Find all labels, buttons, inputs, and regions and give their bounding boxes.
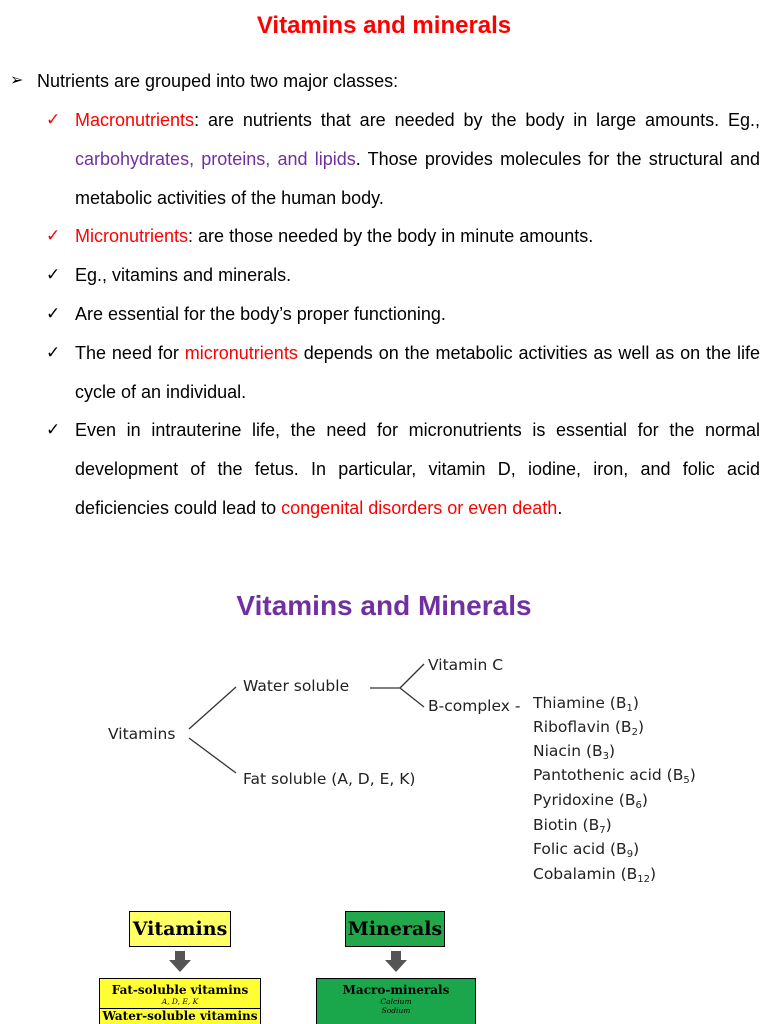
b-vitamin-riboflavin: Riboflavin $(B_2)$ <box>533 718 645 738</box>
macro-text-b: . Those provides molecules for the structural and metabolic activities of the human body. <box>75 148 760 208</box>
vitamins-box: Vitamins <box>129 911 231 947</box>
b-vitamin-cobalamin: Cobalamin $(B_{12})$ <box>533 865 657 885</box>
arrow-bullet-icon: ➢ <box>10 72 24 89</box>
eg-text: Eg., vitamins and minerals. <box>75 265 292 286</box>
need-text-b: depends on the metabolic activities as well as on the life cycle of an individual. <box>75 342 760 402</box>
macro-sub-sodium: Sodium <box>381 1006 411 1015</box>
tree-vitamin-c: Vitamin C <box>428 656 504 674</box>
fat-soluble-sub: A, D, E, K <box>161 997 199 1006</box>
connector-vitamins-fat <box>189 738 236 773</box>
connector-branch-vitc <box>400 664 424 688</box>
connector-vitamins-water <box>189 687 236 729</box>
need-text-a: The need for <box>75 342 185 363</box>
tree-fat-soluble: Fat soluble (A, D, E, K) <box>243 770 416 788</box>
b-vitamin-niacin: Niacin $(B_3)$ <box>533 742 616 762</box>
b-vitamin-folic-acid: Folic acid $(B_9)$ <box>533 840 640 860</box>
b-vitamin-pantothenic-acid: Pantothenic acid $(B_5)$ <box>533 766 696 786</box>
intrauterine-text-b: . <box>557 497 563 518</box>
intrauterine-text-a: Even in intrauterine life, the need for micronutrients is essential for the normal development of the fetus. In particular, vitamin D, iodine, iron, and folic acid deficiencies could lead to <box>75 420 760 518</box>
b-vitamin-pyridoxine: Pyridoxine $(B_6)$ <box>533 791 648 811</box>
check-icon: ✓ <box>46 265 61 286</box>
tree-water-soluble: Water soluble <box>243 677 350 695</box>
macro-examples: carbohydrates, proteins, and lipids <box>75 148 356 169</box>
water-soluble-label: Water-soluble vitamins <box>100 1008 260 1023</box>
b-vitamin-biotin: Biotin $(B_7)$ <box>533 816 612 836</box>
check-icon: ✓ <box>46 226 61 247</box>
down-arrow-icon <box>169 951 191 973</box>
connector-branch-bcomplex <box>400 688 424 707</box>
micro-text: : are those needed by the body in minute amounts. <box>188 226 594 247</box>
macro-minerals-box <box>316 978 476 1024</box>
fat-soluble-vitamins-box <box>99 978 261 1024</box>
term-congenital: congenital disorders or even death <box>281 497 558 518</box>
term-macronutrients: Macronutrients <box>75 110 195 130</box>
check-icon: ✓ <box>46 420 61 441</box>
intro-text: Nutrients are grouped into two major classes: <box>37 71 399 91</box>
b-vitamin-thiamine: Thiamine $(B_1)$ <box>533 694 639 714</box>
macro-minerals-label: Macro-minerals <box>342 983 450 997</box>
check-icon: ✓ <box>46 303 61 324</box>
minerals-box: Minerals <box>345 911 445 947</box>
tree-root-vitamins: Vitamins <box>108 725 176 743</box>
down-arrow-icon <box>385 951 407 973</box>
term-micronutrients-need: micronutrients <box>184 342 298 363</box>
fat-soluble-label: Fat-soluble vitamins <box>111 983 249 997</box>
tree-b-complex: B-complex - <box>428 697 521 715</box>
check-icon: ✓ <box>46 110 61 130</box>
essential-text: Are essential for the body’s proper functioning. <box>75 303 446 324</box>
macro-text-a: : are nutrients that are needed by the body in large amounts. Eg., <box>194 110 760 130</box>
macro-sub-calcium: Calcium <box>380 997 412 1006</box>
page-title: Vitamins and minerals <box>256 12 512 39</box>
diagram-title: Vitamins and Minerals <box>236 590 532 621</box>
term-micronutrients: Micronutrients <box>75 226 189 247</box>
check-icon: ✓ <box>46 342 61 363</box>
